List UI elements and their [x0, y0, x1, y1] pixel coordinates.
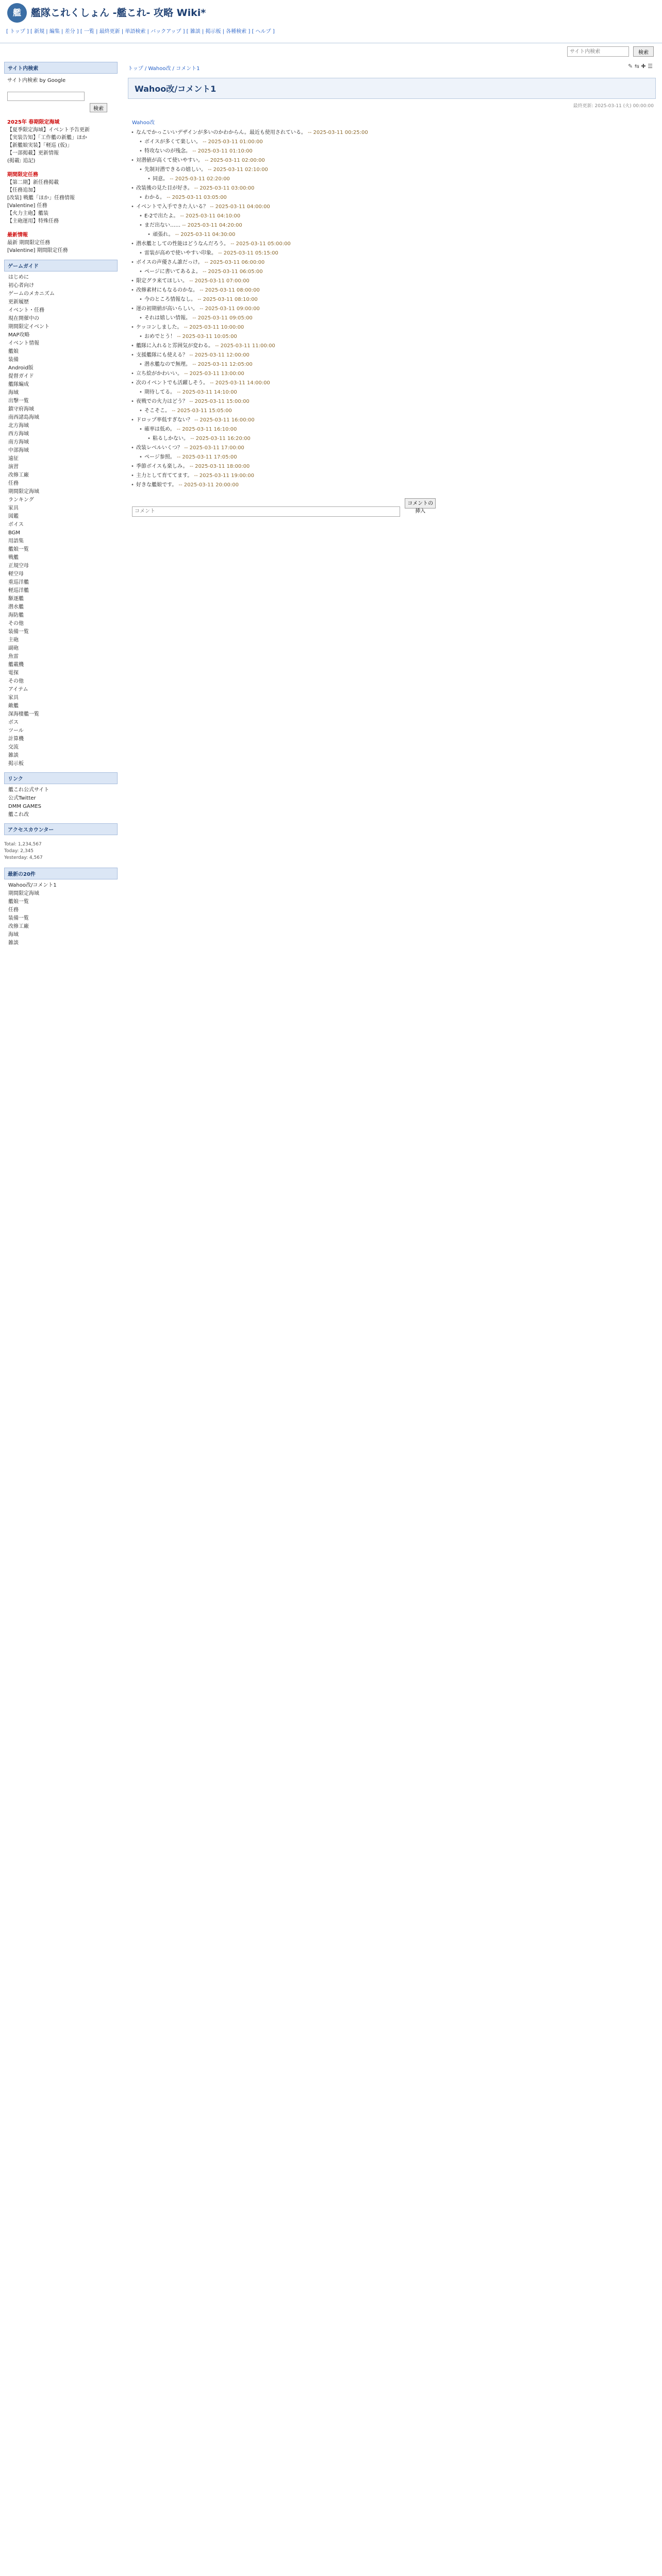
comment-text: 夜戦での火力はどう？ [136, 399, 188, 404]
comment-date: -- 2025-03-11 14:10:00 [177, 389, 237, 395]
sidebar-menu-item[interactable]: 初心者向け [8, 283, 34, 289]
comment-item [128, 472, 656, 480]
sidebar-menu-item[interactable]: 期間限定海域 [8, 489, 39, 495]
sidebar-menu-item[interactable]: 計算機 [8, 736, 24, 742]
updates-line[interactable]: 最新 期間限定任務 [7, 240, 51, 246]
sidebar-menu-item[interactable]: 用語集 [8, 538, 24, 544]
sidebar-menu-item[interactable]: 装備一覧 [8, 629, 29, 635]
comment-text: わかる。 [144, 195, 165, 200]
sidebar-updates [4, 230, 118, 256]
comment-date: -- 2025-03-11 17:00:00 [184, 445, 244, 451]
comment-item [128, 324, 656, 331]
comment-date: -- 2025-03-11 16:10:00 [176, 427, 237, 432]
comment-text: 雷装が高めで使いやすい印象。 [144, 250, 217, 256]
comment-item [128, 444, 656, 452]
sidebar-menu-item[interactable]: その他 [8, 679, 24, 684]
comment-date: -- 2025-03-11 13:00:00 [184, 371, 244, 377]
sidebar-menu-item[interactable]: 図鑑 [8, 514, 19, 519]
comment-date: -- 2025-03-11 01:10:00 [192, 148, 253, 154]
comment-text: 次のイベントでも活躍しそう。 [136, 380, 208, 386]
sidebar-menu-item[interactable]: 改修工廠 [8, 472, 29, 478]
comment-text: 季節ボイスも楽しみ。 [136, 464, 188, 469]
comment-text: 確率は低め。 [144, 427, 175, 432]
comment-date: -- 2025-03-11 15:05:00 [172, 408, 232, 414]
comment-date: -- 2025-03-11 04:20:00 [182, 223, 242, 228]
section-label[interactable]: Wahoo改 [132, 120, 155, 126]
counter-line: Yesterday: 4,567 [4, 855, 43, 860]
comment-item [136, 453, 656, 461]
comment-date: -- 2025-03-11 02:00:00 [205, 158, 265, 163]
comment-form [128, 498, 656, 517]
sidebar-counter [4, 841, 118, 861]
sidebar-menu-item[interactable]: 家具 [8, 695, 19, 701]
sidebar-menu-item[interactable]: 敵艦 [8, 703, 19, 709]
recent-item[interactable]: 装備一覧 [8, 916, 29, 921]
recent-item[interactable]: 艦娘一覧 [8, 899, 29, 905]
comment-date: -- 2025-03-11 02:20:00 [170, 176, 230, 182]
comment-date: -- 2025-03-11 08:10:00 [197, 297, 258, 302]
sidebar-menu-item[interactable]: 演習 [8, 464, 19, 470]
comment-item [128, 277, 656, 285]
comment-text: それは嬉しい情報。 [144, 315, 191, 321]
recent-item[interactable]: 雑談 [8, 940, 19, 946]
comment-text: 主力として育ててます。 [136, 473, 193, 479]
comment-date: -- 2025-03-11 04:30:00 [175, 232, 236, 238]
sidebar-menu-item[interactable]: 戦艦 [8, 555, 19, 561]
comment-text: 改装レベルいくつ？ [136, 445, 183, 451]
comment-item [128, 157, 656, 164]
comment-text: 特攻ないのが残念。 [144, 148, 191, 154]
sidebar-link[interactable]: 公式Twitter [8, 795, 36, 801]
comment-text: ボイスの声優さん誰だっけ。 [136, 260, 203, 265]
sidebar-menu-item[interactable]: 中部海域 [8, 448, 29, 453]
sidebar-menu-item[interactable]: 軽空母 [8, 571, 24, 577]
comment-date: -- 2025-03-11 10:00:00 [184, 325, 244, 330]
comment-item [128, 342, 656, 350]
comment-text: ページ参照。 [144, 454, 175, 460]
updates-title: 最新情報 [7, 232, 28, 238]
sidebar-search-title: サイト内検索 [4, 62, 118, 74]
info-line[interactable]: 【第二期】新任務掲載 [7, 180, 59, 185]
comment-text: E-2で出たよ。 [144, 213, 179, 219]
news-line[interactable]: 【夏季限定海域】イベント予告更新 [7, 127, 90, 133]
comment-text: 同意。 [153, 176, 168, 182]
sidebar-menu-item[interactable]: 現在開催中の [8, 316, 39, 321]
page-meta: 最終更新: 2025-03-11 (火) 00:00:00 [573, 104, 654, 109]
comment-date: -- 2025-03-11 05:15:00 [218, 250, 278, 256]
comment-item [136, 249, 656, 257]
comment-text: ボイスが多くて楽しい。 [144, 139, 201, 145]
comment-text: まだ出ない…… [144, 223, 180, 228]
sidebar-search-input[interactable] [7, 92, 85, 101]
comment-text: イベントで入手できた人いる？ [136, 204, 208, 210]
sidebar-menu-item[interactable]: 期間限定イベント [8, 324, 49, 330]
sidebar-menu-item[interactable]: 艦隊編成 [8, 382, 29, 387]
comment-text: 潜水艦としての性能はどうなんだろう。 [136, 241, 229, 247]
sidebar-menu-item[interactable]: ツール [8, 728, 24, 734]
recent-item[interactable]: 期間限定海域 [8, 891, 39, 896]
counter-line: Total: 1,234,567 [4, 842, 42, 847]
comment-item [136, 333, 656, 341]
comment-item [136, 212, 656, 220]
sidebar-menu-item[interactable]: 家具 [8, 505, 19, 511]
comment-text: 対潜値が高くて使いやすい。 [136, 158, 203, 163]
comment-item [128, 305, 656, 313]
comment-date: -- 2025-03-11 06:05:00 [203, 269, 263, 275]
sidebar-counter-title: アクセスカウンター [4, 823, 118, 835]
sidebar-menu-item[interactable]: 電探 [8, 670, 19, 676]
comment-item [136, 147, 656, 155]
top-search-button[interactable]: 検索 [633, 46, 654, 57]
comment-item [136, 222, 656, 229]
comment-date: -- 2025-03-11 15:00:00 [189, 399, 250, 404]
comment-text: 粘るしかない。 [153, 436, 189, 442]
sidebar-menu-item[interactable]: 潜水艦 [8, 604, 24, 610]
info-line[interactable]: [Valentine] 任務 [7, 203, 47, 209]
comment-item [128, 184, 656, 192]
comment-date: -- 2025-03-11 02:10:00 [208, 167, 268, 173]
comment-date: -- 2025-03-11 18:00:00 [189, 464, 250, 469]
sidebar-menu-item[interactable]: 雑談 [8, 753, 19, 758]
sidebar-menu-item[interactable]: ボイス [8, 522, 24, 528]
sidebar-menu-item[interactable]: はじめに [8, 275, 29, 280]
sidebar-menu-item[interactable]: 海域 [8, 390, 19, 396]
comment-item [136, 268, 656, 276]
comment-submit-button[interactable]: コメントの挿入 [405, 498, 436, 509]
comment-date: -- 2025-03-11 10:05:00 [177, 334, 237, 340]
comment-item [128, 259, 656, 266]
comment-date: -- 2025-03-11 09:05:00 [192, 315, 253, 321]
comment-item [136, 388, 656, 396]
sidebar-menu-item[interactable]: 南西諸島海域 [8, 415, 39, 420]
comment-item [128, 463, 656, 470]
sidebar-menu-item[interactable]: 出撃一覧 [8, 398, 29, 404]
comment-date: -- 2025-03-11 03:05:00 [167, 195, 227, 200]
sidebar-menu-item[interactable]: 遠征 [8, 456, 19, 462]
comment-text: 今のところ情報なし。 [144, 297, 196, 302]
recent-item[interactable]: Wahoo改/コメント1 [8, 883, 57, 888]
page-tool-icons[interactable]: ✎ ⇆ ✚ ☰ [627, 63, 653, 70]
sidebar-news [4, 117, 118, 166]
sidebar-menu-item[interactable]: 駆逐艦 [8, 596, 24, 602]
sidebar-links-list [8, 786, 118, 819]
sidebar-links-title: リンク [4, 772, 118, 784]
sidebar-menu-title: ゲームガイド [4, 260, 118, 272]
sidebar-menu-item[interactable]: イベント情報 [8, 341, 39, 346]
comment-text: ページに書いてあるよ。 [144, 269, 201, 275]
page-title: Wahoo改/コメント1 [128, 78, 656, 99]
recent-item[interactable]: 改修工廠 [8, 924, 29, 929]
comment-date: -- 2025-03-11 11:00:00 [215, 343, 275, 349]
sidebar-menu-item[interactable]: 重巡洋艦 [8, 580, 29, 585]
info-line[interactable]: [改装] 戦艦「ほか」任務情報 [7, 195, 75, 201]
comment-text: 期待してる。 [144, 389, 175, 395]
comment-text: 限定グラ来てほしい。 [136, 278, 188, 284]
comment-text: そこそこ。 [144, 408, 170, 414]
sidebar-menu-item[interactable]: ボス [8, 720, 19, 725]
left-sidebar [0, 62, 122, 947]
comment-date: -- 2025-03-11 14:00:00 [210, 380, 270, 386]
sidebar-menu-item[interactable]: 装備 [8, 357, 19, 363]
top-menu-bar[interactable]: [ トップ ] [ 新規 | 編集 | 差分 ] [ 一覧 | 最終更新 | 単語検索 | バックアップ ] [ 雑談 | 掲示板 | 各種検索 ] [ ヘルプ ] [6, 29, 275, 35]
comment-date: -- 2025-03-11 06:00:00 [204, 260, 265, 265]
comment-item [128, 203, 656, 211]
comment-item [136, 361, 656, 368]
sidebar-search-button[interactable]: 検索 [90, 103, 107, 112]
comment-item [128, 129, 656, 137]
sidebar-info [4, 170, 118, 226]
comment-text: 頑張れ。 [153, 232, 174, 238]
sidebar-menu-item[interactable]: 魚雷 [8, 654, 19, 659]
recent-item[interactable]: 海域 [8, 932, 19, 938]
sidebar-menu-item[interactable]: 主砲 [8, 637, 19, 643]
comment-text: 改修素材にもなるのかな。 [136, 287, 198, 293]
comment-item [136, 426, 656, 433]
sidebar-menu-item[interactable]: 艦娘一覧 [8, 547, 29, 552]
comment-date: -- 2025-03-11 05:00:00 [230, 241, 291, 247]
breadcrumb[interactable]: トップ / Wahoo改 / コメント1 [128, 66, 200, 72]
sidebar-menu-item[interactable]: 鎮守府海域 [8, 406, 34, 412]
sidebar-link[interactable]: 艦これ改 [8, 812, 29, 818]
site-header [0, 0, 662, 43]
sidebar-menu-item[interactable]: 艦載機 [8, 662, 24, 668]
comment-date: -- 2025-03-11 03:00:00 [194, 185, 255, 191]
comment-item [128, 286, 656, 294]
info-title: 期間限定任務 [7, 172, 38, 178]
updates-line[interactable]: [Valentine] 期間限定任務 [7, 248, 68, 253]
sidebar-menu-item[interactable]: BGM [8, 530, 21, 536]
comment-item [136, 296, 656, 303]
comment-date: -- 2025-03-11 12:05:00 [192, 362, 253, 367]
sidebar-link[interactable]: 艦これ公式サイト [8, 787, 49, 793]
comment-item [144, 175, 656, 183]
site-title[interactable]: 艦隊これくしょん -艦これ- 攻略 Wiki* [31, 7, 206, 19]
comment-text: 改装後の見た目が好き。 [136, 185, 193, 191]
comment-date: -- 2025-03-11 20:00:00 [178, 482, 239, 488]
sidebar-menu-item[interactable]: 掲示板 [8, 761, 24, 767]
sidebar-menu-item[interactable]: Android版 [8, 365, 34, 371]
news-line[interactable]: 2025年 春期限定海域 [7, 120, 60, 125]
comment-date: -- 2025-03-11 09:00:00 [200, 306, 260, 312]
comment-item [128, 398, 656, 405]
sidebar-menu-item[interactable]: イベント・任務 [8, 308, 44, 313]
info-line[interactable]: 【火力主砲】艦装 [7, 211, 48, 216]
sidebar-menu-item[interactable]: 交流 [8, 744, 19, 750]
comment-item [128, 481, 656, 489]
comment-item [128, 370, 656, 378]
sidebar-menu-item[interactable]: 海防艦 [8, 613, 24, 618]
comment-item [128, 240, 656, 248]
sidebar-menu-item[interactable]: 提督ガイド [8, 374, 34, 379]
sidebar-menu-item[interactable]: 更新履歴 [8, 299, 29, 305]
comment-text: 好きな艦娘です。 [136, 482, 177, 488]
sidebar-menu-item[interactable]: 深海棲艦一覧 [8, 711, 39, 717]
sidebar-menu-item[interactable]: 副砲 [8, 646, 19, 651]
comment-item [128, 379, 656, 387]
sidebar-menu-item[interactable]: 南方海域 [8, 439, 29, 445]
comment-text: 艦隊に入れると雰囲気が変わる。 [136, 343, 213, 349]
sidebar-menu-item[interactable]: 正規空母 [8, 563, 29, 569]
comment-text: 支援艦隊にも使える？ [136, 352, 188, 358]
sidebar-search-caption: サイト内検索 by Google [7, 78, 66, 83]
sidebar-menu-item[interactable]: 軽巡洋艦 [8, 588, 29, 594]
comment-text: 潜水艦なので無理。 [144, 362, 191, 367]
sidebar-menu-item[interactable]: 艦娘 [8, 349, 19, 354]
comment-item [128, 416, 656, 424]
comment-text: 先制対潜できるの嬉しい。 [144, 167, 206, 173]
comment-text: ケッコンしました。 [136, 325, 183, 330]
comment-date: -- 2025-03-11 19:00:00 [194, 473, 254, 479]
comment-text: おめでとう！ [144, 334, 175, 340]
comment-text: 運の初期値が高いらしい。 [136, 306, 198, 312]
comment-item [144, 231, 656, 239]
comment-text: ドロップ率低すぎない？ [136, 417, 193, 423]
comment-input[interactable] [132, 506, 400, 517]
news-line[interactable]: 【一部掲載】更新情報 [7, 150, 59, 156]
sidebar-link[interactable]: DMM GAMES [8, 804, 42, 809]
comment-item [136, 166, 656, 174]
comment-date: -- 2025-03-11 01:00:00 [203, 139, 263, 145]
comment-date: -- 2025-03-11 17:05:00 [177, 454, 237, 460]
counter-line: Today: 2,345 [4, 849, 34, 854]
main-content [128, 62, 656, 517]
sidebar-menu-item[interactable]: 任務 [8, 481, 19, 486]
comment-date: -- 2025-03-11 12:00:00 [189, 352, 250, 358]
comment-item [136, 138, 656, 146]
comment-date: -- 2025-03-11 00:25:00 [308, 130, 368, 135]
comment-date: -- 2025-03-11 16:20:00 [190, 436, 251, 442]
sidebar-menu-item[interactable]: その他 [8, 621, 24, 626]
news-line[interactable]: 【新艦娘実装】「軽巡 (仮)」 [7, 143, 72, 148]
comment-item [136, 407, 656, 415]
sidebar-menu-list [8, 274, 118, 768]
sidebar-menu-item[interactable]: MAP攻略 [8, 332, 30, 338]
top-search-input[interactable] [567, 46, 629, 57]
info-line[interactable]: 【主砲運用】特殊任務 [7, 218, 59, 224]
comment-date: -- 2025-03-11 04:10:00 [180, 213, 241, 219]
news-line[interactable]: 【実装告知】「工作艦の新艦」ほか [7, 135, 87, 141]
comment-date: -- 2025-03-11 04:00:00 [210, 204, 270, 210]
comment-item [136, 314, 656, 322]
sidebar-recent-list [8, 882, 118, 947]
comment-text: 立ち絵がかわいい。 [136, 371, 183, 377]
comment-item [136, 194, 656, 201]
recent-item[interactable]: 任務 [8, 907, 19, 913]
sidebar-menu-item[interactable]: ゲームのメカニズム [8, 291, 55, 297]
sidebar-menu-item[interactable]: ランキング [8, 497, 34, 503]
news-line: (掲載: 追記) [7, 158, 36, 164]
comment-date: -- 2025-03-11 08:00:00 [200, 287, 260, 293]
comment-text: なんでかっこいいデザインが多いのかわからん。最近も使用されている。 [136, 130, 306, 135]
site-logo[interactable]: 艦 [7, 3, 27, 23]
sidebar-menu-item[interactable]: アイテム [8, 687, 28, 692]
sidebar-menu-item[interactable]: 北方海域 [8, 423, 29, 429]
comment-item [144, 435, 656, 443]
comment-item [128, 351, 656, 359]
info-line[interactable]: 【任務追加】 [7, 188, 38, 193]
sidebar-recent-title: 最新の20件 [4, 868, 118, 879]
comment-date: -- 2025-03-11 16:00:00 [194, 417, 255, 423]
comment-date: -- 2025-03-11 07:00:00 [189, 278, 250, 284]
sidebar-menu-item[interactable]: 西方海域 [8, 431, 29, 437]
comment-list [128, 129, 656, 489]
